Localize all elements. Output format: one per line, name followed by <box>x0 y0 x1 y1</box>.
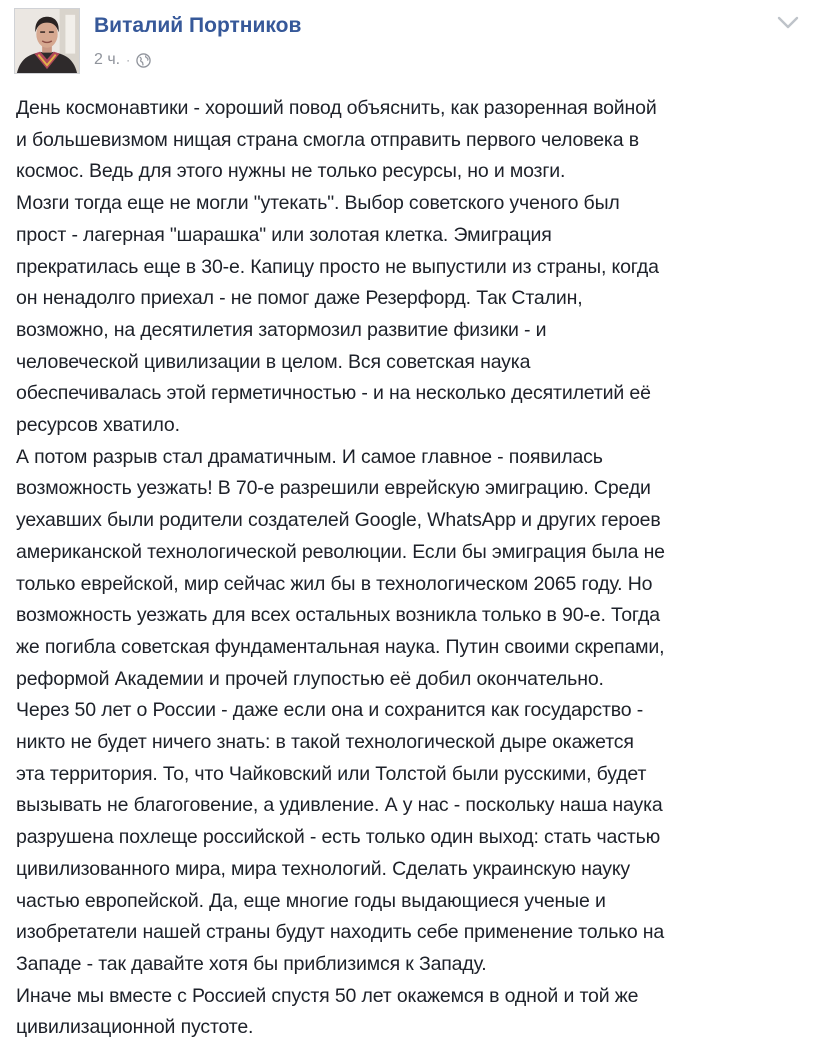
globe-icon[interactable] <box>136 53 151 68</box>
post-paragraph-3: А потом разрыв стал драматичным. И самое главное - появилась возможность уезжать! В 70-е разрешили еврейскую эмиграцию. Среди уехавших были родители создателей Google, WhatsApp и других героев американской технологической революции. Если бы эмиграция была не только еврейской, мир сейчас жил бы в технологическом 2065 году. Но возможность уезжать для всех остальных возникла только в 90-е. Тогда же погибла советская фундаментальная наука. Путин своими скрепами, реформой Академии и прочей глупостью её добил окончательно. <box>16 445 665 690</box>
post-paragraph-1: День космонавтики - хороший повод объяснить, как разоренная войной и большевизмом нищая страна смогла отправить первого человека в космос. Ведь для этого нужны не только ресурсы, но и мозги. <box>16 97 657 183</box>
avatar[interactable] <box>14 8 80 74</box>
post-text <box>16 93 808 1044</box>
chevron-down-icon[interactable] <box>776 12 800 32</box>
post-timestamp[interactable]: 2 ч. <box>94 51 121 68</box>
post-meta <box>94 50 151 70</box>
post-paragraph-2: Мозги тогда еще не могли "утекать". Выбор советского ученого был прост - лагерная "шарашка" или золотая клетка. Эмиграция прекратилась еще в 30-е. Капицу просто не выпустили из страны, когда он ненадолго приехал - не помог даже Резерфорд. Так Сталин, возможно, на десятилетия затормозил развитие физики - и человеческой цивилизации в целом. Вся советская наука обеспечивалась этой герметичностью - и на несколько десятилетий её ресурсов хватило. <box>16 192 659 437</box>
post-paragraph-5: Иначе мы вместе с Россией спустя 50 лет окажемся в одной и той же цивилизационной пустоте. <box>16 984 639 1039</box>
post-paragraph-4: Через 50 лет о России - даже если она и сохранится как государство - никто не будет ничего знать: в такой технологической дыре окажется эта территория. То, что Чайковский или Толстой были русскими, будет вызывать не благоговение, а удивление. А у нас - поскольку наша наука разрушена похлеще российской - есть только один выход: стать частью цивилизованного мира, мира технологий. Сделать украинскую науку частью европейской. Да, еще многие годы выдающиеся ученые и изобретатели нашей страны будут находить себе применение только на Западе - так давайте хотя бы приблизимся к Западу. <box>16 699 665 975</box>
meta-separator: · <box>126 53 131 67</box>
author-name[interactable]: Виталий Портников <box>94 14 302 37</box>
